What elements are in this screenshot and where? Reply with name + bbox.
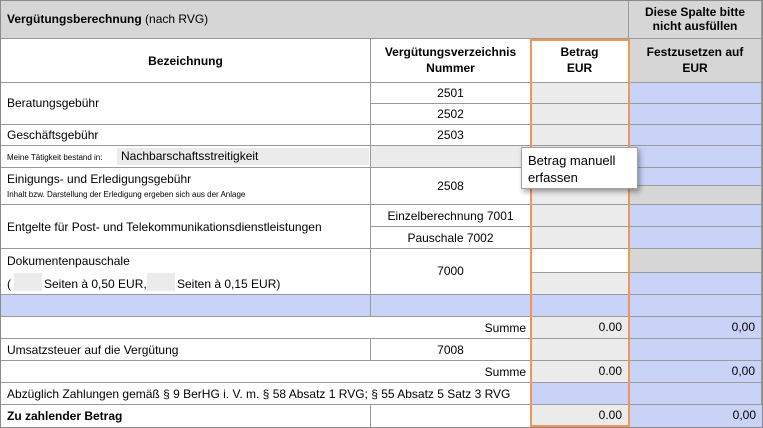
vv-2503: 2503 bbox=[371, 125, 531, 146]
betrag-7008-input[interactable] bbox=[531, 339, 629, 361]
fest-2508-disabled bbox=[629, 186, 762, 205]
summe2-row: Summe bbox=[1, 361, 531, 383]
extra-bezeichnung-input[interactable] bbox=[1, 295, 371, 317]
zu-zahlen-betrag: 0.00 bbox=[531, 405, 629, 427]
summe1-betrag: 0.00 bbox=[531, 317, 629, 339]
form-title-bar bbox=[1, 1, 629, 39]
betrag-7000-input[interactable] bbox=[531, 273, 629, 295]
zu-zahlen-vv-blank bbox=[371, 405, 531, 427]
fest-2502 bbox=[629, 104, 762, 125]
summe2-fest: 0,00 bbox=[629, 361, 762, 383]
vv-2501: 2501 bbox=[371, 83, 531, 104]
extra-betrag-input[interactable] bbox=[531, 295, 629, 317]
col-header-bezeichnung: Bezeichnung bbox=[1, 39, 371, 83]
row-geschaeftsgebuehr: Geschäftsgebühr bbox=[1, 125, 371, 146]
zu-zahlen-fest: 0,00 bbox=[629, 405, 762, 427]
betrag-tooltip bbox=[521, 147, 638, 189]
row-taetigkeit: Meine Tätigkeit bestand in: Nachbarschaftsstreitigkeit bbox=[1, 146, 371, 168]
row-zu-zahlen: Zu zahlender Betrag bbox=[1, 405, 371, 427]
fest-7000-disabled bbox=[629, 249, 762, 273]
fest-7008 bbox=[629, 339, 762, 361]
abzueglich-fest bbox=[629, 383, 762, 405]
summe1-row: Summe bbox=[1, 317, 531, 339]
vv-7002: Pauschale 7002 bbox=[371, 227, 531, 249]
summe2-betrag: 0.00 bbox=[531, 361, 629, 383]
vv-7000: 7000 bbox=[371, 249, 531, 295]
vv-7001: Einzelberechnung 7001 bbox=[371, 205, 531, 227]
seiten-015-input[interactable] bbox=[147, 273, 175, 291]
column-note: Diese Spalte bitte nicht ausfüllen bbox=[629, 1, 762, 39]
vv-2508: 2508 bbox=[371, 168, 531, 205]
col-header-vv-nummer: Vergütungsverzeichnis Nummer bbox=[371, 39, 531, 83]
summe1-fest: 0,00 bbox=[629, 317, 762, 339]
row-abzueglich: Abzüglich Zahlungen gemäß § 9 BerHG i. V. m. § 58 Absatz 1 RVG; § 55 Absatz 5 Satz 3 RVG bbox=[1, 383, 531, 405]
betrag-2501-input[interactable] bbox=[531, 83, 629, 104]
vv-7008: 7008 bbox=[371, 339, 531, 361]
betrag-7000-white bbox=[531, 249, 629, 273]
row-entgelte: Entgelte für Post- und Telekommunikationsdienstleistungen bbox=[1, 205, 371, 249]
tooltip-line1: Betrag manuell bbox=[528, 153, 616, 168]
vv-2502: 2502 bbox=[371, 104, 531, 125]
fest-2508 bbox=[629, 168, 762, 186]
extra-vv-input[interactable] bbox=[371, 295, 531, 317]
row-dokumentenpauschale: Dokumentenpauschale ( Seiten à 0,50 EUR, Seiten à 0,15 EUR) bbox=[1, 249, 371, 295]
row-einigung: Einigungs- und Erledigungsgebühr Inhalt bzw. Darstellung der Erledigung ergeben sich aus der Anlage bbox=[1, 168, 371, 205]
betrag-7001-input[interactable] bbox=[531, 205, 629, 227]
fest-taetigkeit bbox=[629, 146, 762, 168]
form-title: Vergütungsberechnung (nach RVG) bbox=[7, 12, 209, 26]
fest-7000 bbox=[629, 273, 762, 295]
fest-7001 bbox=[629, 205, 762, 227]
taetigkeit-input[interactable]: Nachbarschaftsstreitigkeit bbox=[117, 148, 369, 165]
abzueglich-betrag-input[interactable] bbox=[531, 383, 629, 405]
col-header-festzusetzen: Festzusetzen auf EUR bbox=[629, 39, 762, 83]
seiten-050-input[interactable] bbox=[14, 273, 42, 291]
fest-2501 bbox=[629, 83, 762, 104]
betrag-2503-input[interactable] bbox=[531, 125, 629, 146]
betrag-7002-input[interactable] bbox=[531, 227, 629, 249]
betrag-2502-input[interactable] bbox=[531, 104, 629, 125]
fest-extra bbox=[629, 295, 762, 317]
taetigkeit-vv-blank bbox=[371, 146, 531, 168]
tooltip-line2: erfassen bbox=[528, 170, 578, 185]
col-header-betrag: Betrag EUR bbox=[531, 39, 629, 83]
fest-7002 bbox=[629, 227, 762, 249]
row-beratungsgebuehr: Beratungsgebühr bbox=[1, 83, 371, 125]
row-umsatzsteuer: Umsatzsteuer auf die Vergütung bbox=[1, 339, 371, 361]
fest-2503 bbox=[629, 125, 762, 146]
